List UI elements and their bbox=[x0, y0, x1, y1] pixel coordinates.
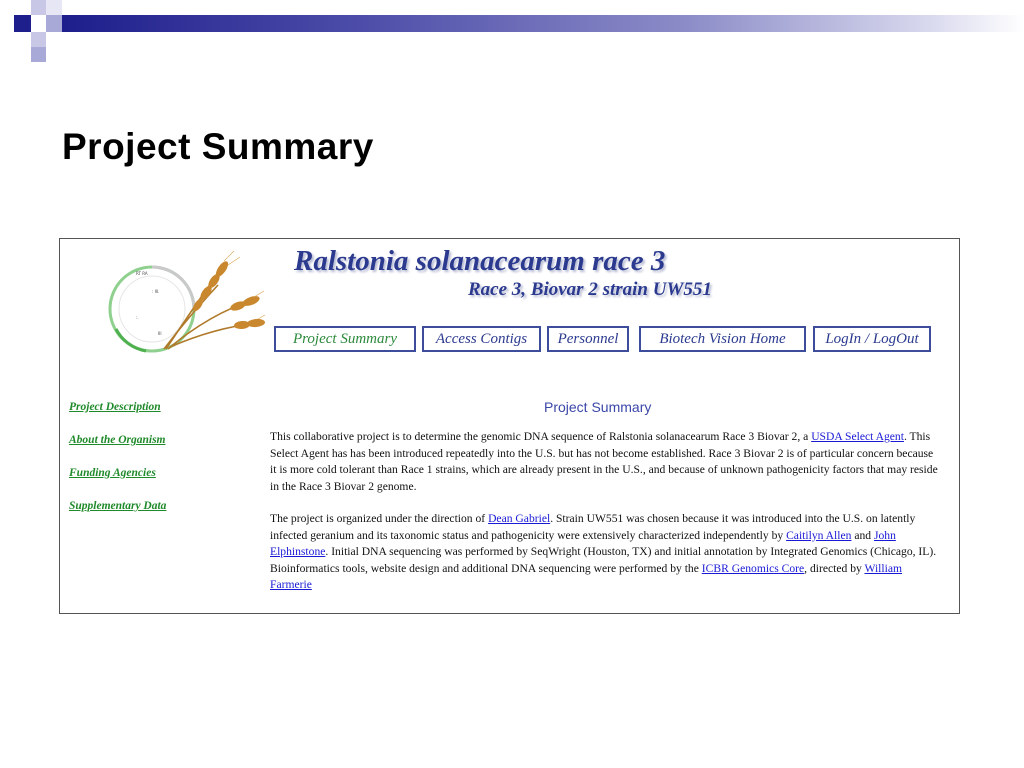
paragraph-text: This collaborative project is to determine the genomic DNA sequence of Ralstonia solanacearum Race 3 Biovar 2, a bbox=[270, 430, 812, 443]
paragraph-text: , directed by bbox=[804, 561, 865, 575]
deco-square bbox=[31, 0, 46, 15]
sidebar-item-supplementary-data[interactable]: Supplementary Data bbox=[69, 500, 167, 512]
paragraph-text: . Initial DNA sequencing was performed by SeqWright (Houston, TX) and initial annotation by Integrated Genomics (Chicago, IL). Bioinformatics tools, website design and additional DNA sequencing were performed by the bbox=[270, 545, 937, 575]
deco-square bbox=[31, 47, 46, 62]
slide-title: Project Summary bbox=[62, 126, 374, 167]
nav-access-contigs-button[interactable]: Access Contigs bbox=[422, 326, 541, 352]
website-screenshot bbox=[59, 238, 960, 614]
svg-text:III: III bbox=[158, 331, 162, 336]
summary-paragraph-1 bbox=[270, 429, 940, 495]
paragraph-text: . This Select Agent has has been introduced repeatedly into the U.S. but has not become established. Race 3 Biovar 2 is of particular concern because it is more cold tolerant than Race 1 strains, which are already present in the U.S., and because of unknown pathogenicity factors that may reside in the Race 3 Biovar 2 genome. bbox=[270, 430, 938, 493]
icbr-genomics-core-link[interactable]: ICBR Genomics Core bbox=[701, 561, 805, 575]
sidebar-item-about-organism[interactable]: About the Organism bbox=[69, 434, 166, 446]
deco-square bbox=[31, 32, 46, 47]
deco-gradient-bar bbox=[62, 15, 1024, 32]
slide-decoration bbox=[0, 0, 1024, 64]
caitilyn-allen-link[interactable]: Caitilyn Allen bbox=[786, 528, 852, 542]
nav-personnel-button[interactable]: Personnel bbox=[547, 326, 629, 352]
paragraph-text: The project is organized under the direction of bbox=[270, 512, 489, 525]
paragraph-text: . Strain UW551 was chosen because it was introduced into the U.S. on latently infected geranium and its taxonomic status and pathogenicity were extensively characterized independently by bbox=[270, 512, 916, 542]
deco-square bbox=[14, 15, 31, 32]
site-subtitle: Race 3, Biovar 2 strain UW551 bbox=[468, 279, 712, 300]
paragraph-text: and bbox=[851, 528, 874, 542]
dean-gabriel-link[interactable]: Dean Gabriel bbox=[488, 512, 551, 525]
william-farmerie-link[interactable]: William Farmerie bbox=[270, 561, 903, 592]
summary-paragraph-2 bbox=[270, 511, 940, 594]
john-elphinstone-link[interactable]: John Elphinstone bbox=[270, 528, 896, 559]
site-title: Ralstonia solanacearum race 3 bbox=[294, 245, 666, 277]
sidebar-item-funding-agencies[interactable]: Funding Agencies bbox=[69, 467, 156, 479]
deco-square bbox=[46, 15, 62, 32]
svg-text::.: :. bbox=[136, 315, 139, 320]
genome-wheat-logo-icon bbox=[106, 249, 266, 359]
svg-text:: III.: : III. bbox=[152, 289, 160, 294]
deco-square bbox=[46, 0, 62, 15]
content-heading: Project Summary bbox=[544, 399, 652, 415]
nav-project-summary-button[interactable]: Project Summary bbox=[274, 326, 416, 352]
svg-text:RT RA: RT RA bbox=[136, 271, 148, 276]
usda-select-agent-link[interactable]: USDA Select Agent bbox=[811, 430, 904, 443]
nav-login-logout-button[interactable]: LogIn / LogOut bbox=[813, 326, 931, 352]
sidebar-item-project-description[interactable]: Project Description bbox=[69, 401, 161, 413]
nav-biotech-vision-home-button[interactable]: Biotech Vision Home bbox=[639, 326, 806, 352]
